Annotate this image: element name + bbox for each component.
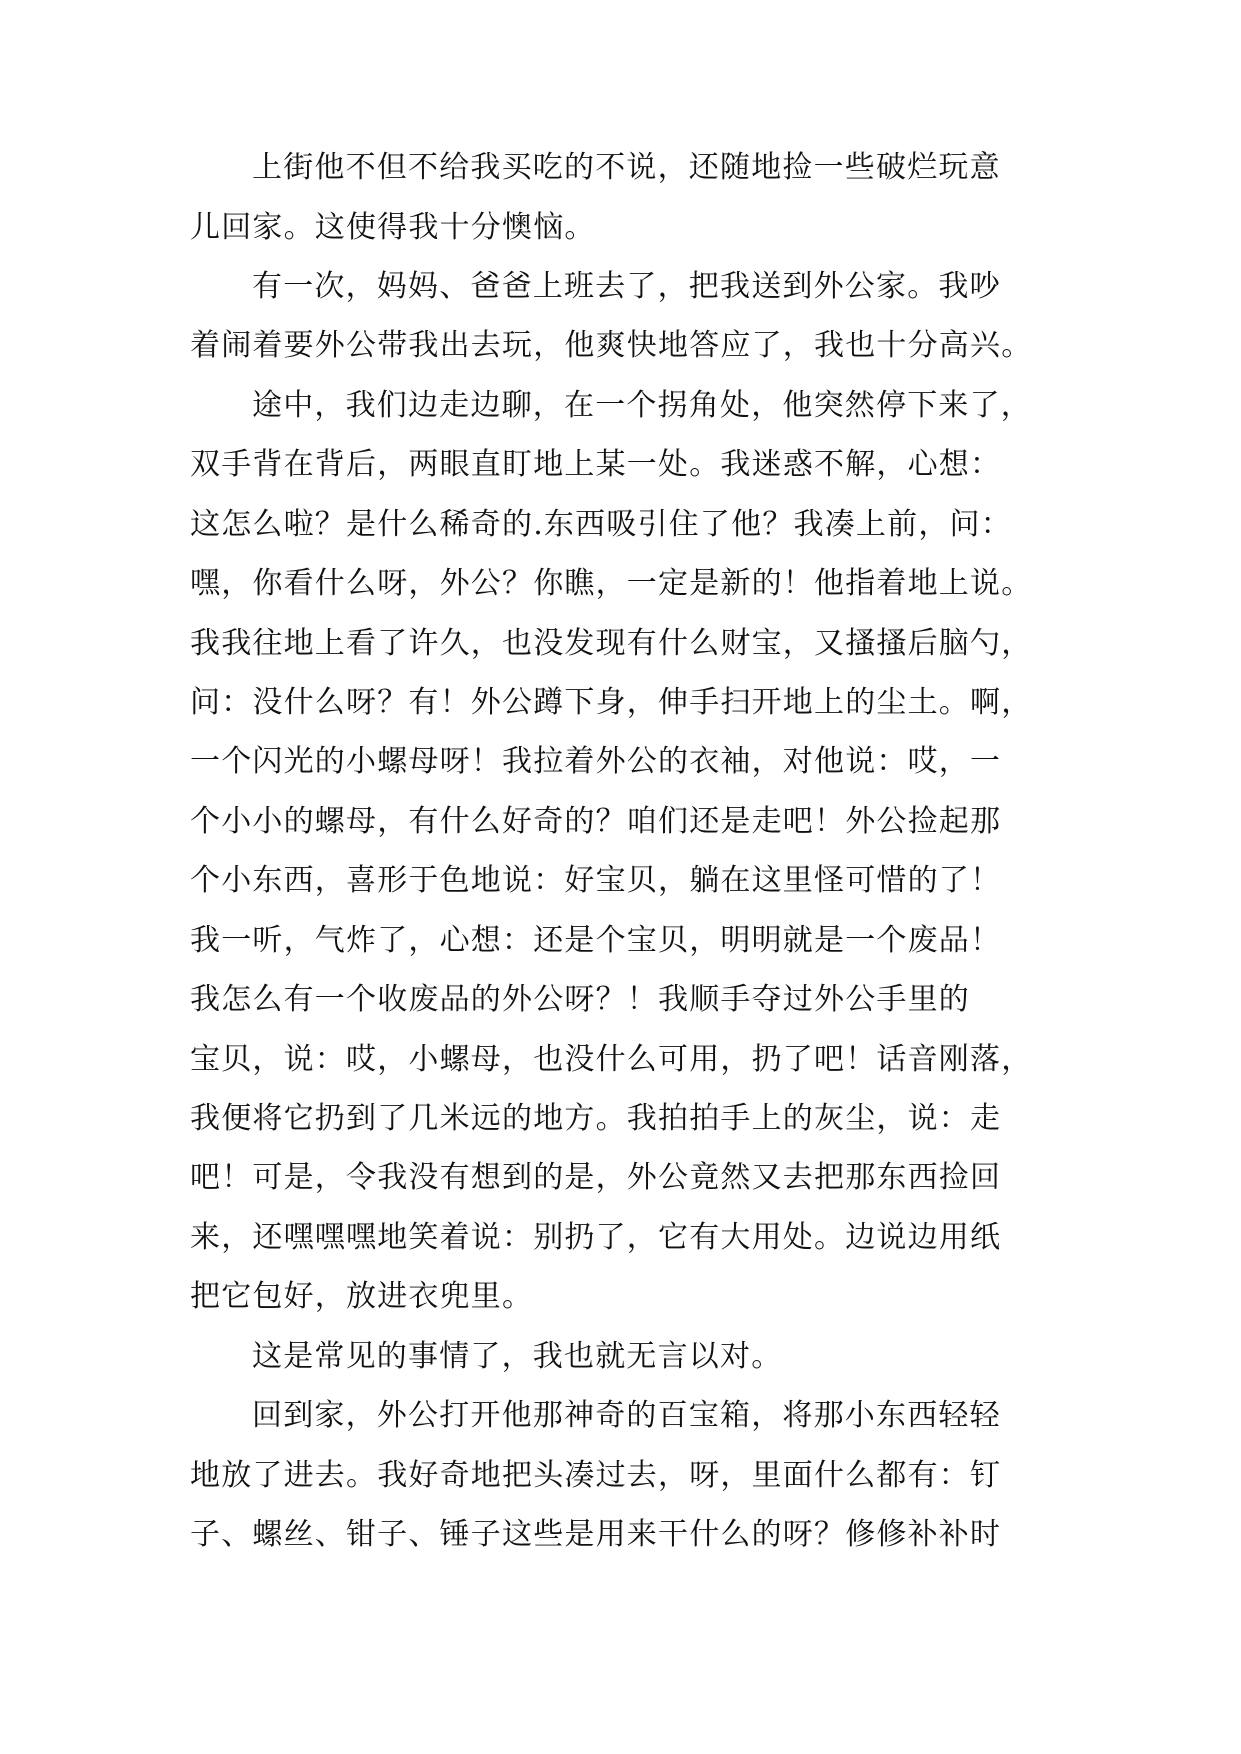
text-line: 儿回家。这使得我十分懊恼。 — [190, 210, 596, 245]
text-line: 途中，我们边走边聊，在一个拐角处，他突然停下来了， — [252, 388, 1032, 423]
text-line: 地放了进去。我好奇地把头凑过去，呀，里面什么都有：钉 — [190, 1458, 1002, 1493]
text-line: 来，还嘿嘿嘿地笑着说：别扔了，它有大用处。边说边用纸 — [190, 1220, 1002, 1255]
text-line: 一个闪光的小螺母呀！我拉着外公的衣袖，对他说：哎，一 — [190, 744, 1002, 779]
text-line: 双手背在背后，两眼直盯地上某一处。我迷惑不解，心想： — [190, 447, 1002, 482]
text-line: 我一听，气炸了，心想：还是个宝贝，明明就是一个废品！ — [190, 923, 1002, 958]
text-line: 嘿，你看什么呀，外公？你瞧，一定是新的！他指着地上说。 — [190, 566, 1033, 601]
text-line: 上街他不但不给我买吃的不说，还随地捡一些破烂玩意 — [252, 150, 1001, 185]
text-line: 我怎么有一个收废品的外公呀？！我顺手夺过外公手里的 — [190, 982, 970, 1017]
text-line: 这是常见的事情了，我也就无言以对。 — [252, 1339, 783, 1374]
text-line: 个小小的螺母，有什么好奇的？咱们还是走吧！外公捡起那 — [190, 804, 1002, 839]
text-line: 我便将它扔到了几米远的地方。我拍拍手上的灰尘，说：走 — [190, 1101, 1002, 1136]
text-line: 吧！可是，令我没有想到的是，外公竟然又去把那东西捡回 — [190, 1160, 1002, 1195]
text-line: 回到家，外公打开他那神奇的百宝箱，将那小东西轻轻 — [252, 1398, 1001, 1433]
text-line: 问：没什么呀？有！外公蹲下身，伸手扫开地上的尘土。啊， — [190, 685, 1033, 720]
text-line: 个小东西，喜形于色地说：好宝贝，躺在这里怪可惜的了！ — [190, 863, 1002, 898]
text-line: 子、螺丝、钳子、锤子这些是用来干什么的呀？修修补补时 — [190, 1517, 1002, 1552]
text-line: 着闹着要外公带我出去玩，他爽快地答应了，我也十分高兴。 — [190, 328, 1033, 363]
text-line: 有一次，妈妈、爸爸上班去了，把我送到外公家。我吵 — [252, 269, 1001, 304]
text-line: 我我往地上看了许久，也没发现有什么财宝，又搔搔后脑勺， — [190, 626, 1033, 661]
text-line: 宝贝，说：哎，小螺母，也没什么可用，扔了吧！话音刚落， — [190, 1042, 1033, 1077]
text-line: 把它包好，放进衣兜里。 — [190, 1279, 534, 1314]
text-line: 这怎么啦？是什么稀奇的.东西吸引住了他？我凑上前，问： — [190, 507, 1012, 542]
